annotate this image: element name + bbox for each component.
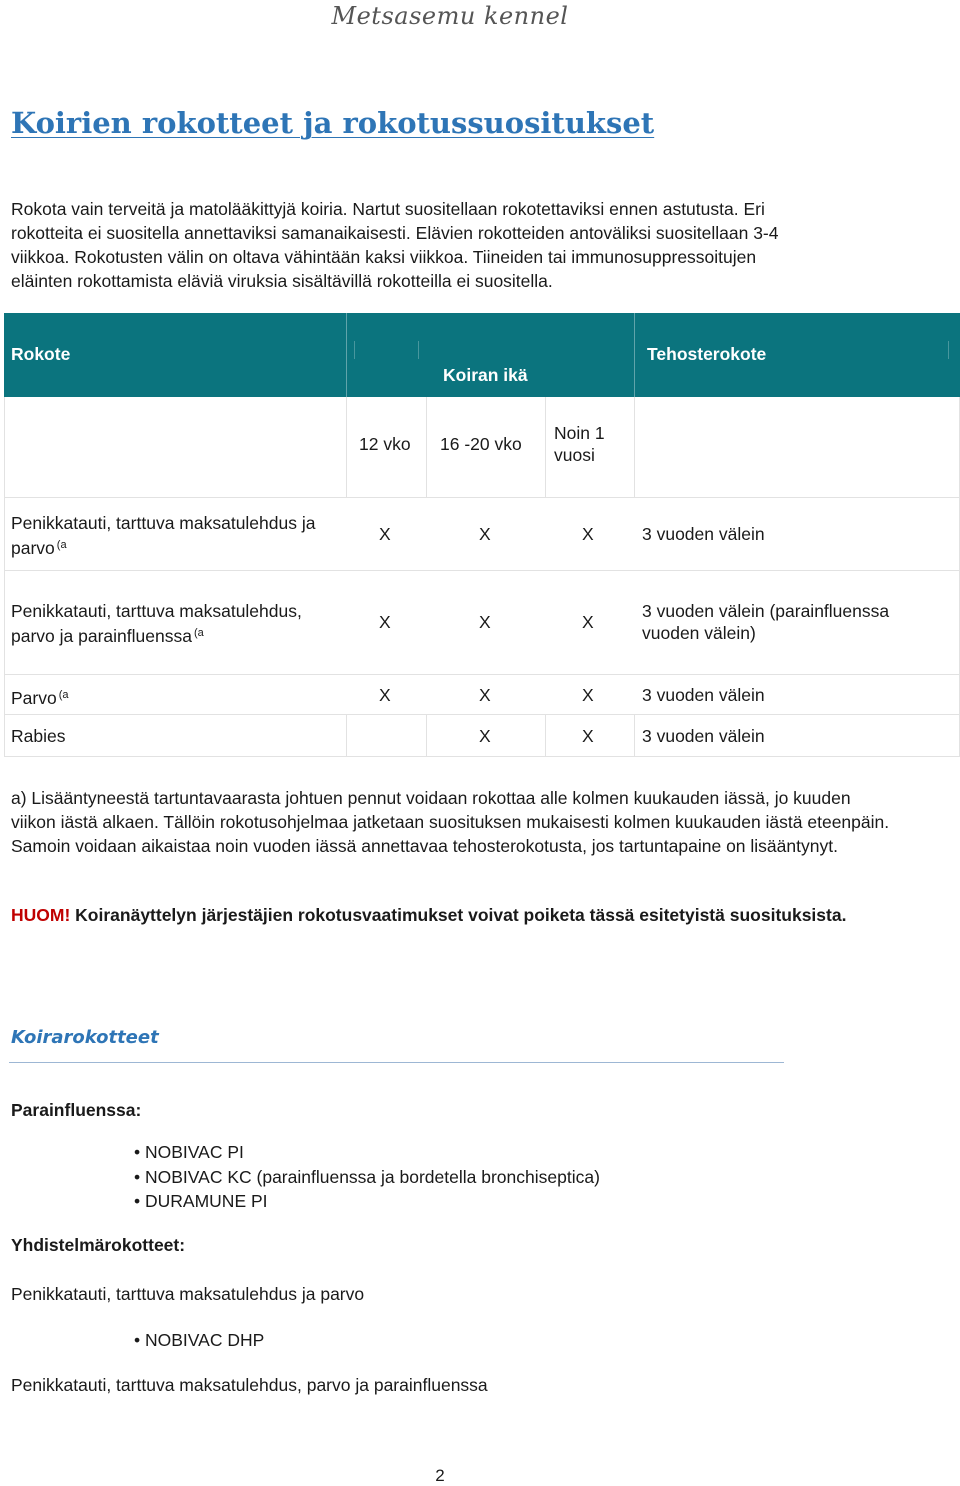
parainfluenza-list (134, 1140, 600, 1214)
row-booster: 3 vuoden välein (642, 685, 765, 705)
row-vaccine-name: Rabies (11, 726, 66, 746)
intro-line: rokotteita ei suositella annettaviksi samanaikaisesti. Elävien rokotteiden antoväliksi suositellaan 3-4 (11, 223, 779, 243)
row-1yr-mark: X (582, 685, 594, 705)
warning-prefix: HUOM! (11, 905, 71, 925)
table-row (4, 675, 960, 715)
row-12wk-mark: X (379, 524, 391, 544)
list-item: • NOBIVAC KC (parainfluenssa ja bordetella bronchiseptica) (134, 1165, 600, 1190)
intro-line: viikkoa. Rokotusten välin on oltava vähintään kaksi viikkoa. Tiineiden tai immunosuppressoitujen (11, 247, 757, 267)
row-1yr-mark: X (582, 726, 594, 746)
list-item: • NOBIVAC PI (134, 1140, 600, 1165)
section-title: Koirarokotteet (11, 1027, 159, 1048)
age-col-12wk: 12 vko (359, 434, 411, 454)
table-row (4, 715, 960, 757)
parainfluenza-label: Parainfluenssa: (11, 1100, 142, 1120)
intro-paragraph (11, 197, 871, 293)
age-col-1yr: Noin 1 vuosi (554, 423, 605, 465)
page-number: 2 (435, 1466, 445, 1485)
row-booster: 3 vuoden välein (parainfluenssa vuoden välein) (642, 601, 890, 643)
section-divider (9, 1062, 784, 1063)
page-title: Koirien rokotteet ja rokotussuositukset (11, 106, 655, 140)
row-1yr-mark: X (582, 612, 594, 632)
combo2-label: Penikkatauti, tarttuva maksatulehdus, parvo ja parainfluenssa (11, 1375, 488, 1395)
brand-logo-text: Metsasemu kennel (331, 2, 569, 30)
row-1yr-mark: X (582, 524, 594, 544)
intro-line: Rokota vain terveitä ja matolääkittyjä koiria. Nartut suositellaan rokotettaviksi ennen astutusta. Eri (11, 199, 765, 219)
row-vaccine-name: Penikkatauti, tarttuva maksatulehdus, parvo ja parainfluenssa $^{(a}$ (11, 601, 302, 646)
list-item: • DURAMUNE PI (134, 1189, 600, 1214)
row-vaccine-name: Parvo $^{(a}$ (11, 688, 69, 708)
table-row (4, 571, 960, 675)
row-16-20wk-mark: X (479, 524, 491, 544)
row-booster: 3 vuoden välein (642, 524, 765, 544)
row-16-20wk-mark: X (479, 612, 491, 632)
header-dog-age: Koiran ikä (443, 365, 528, 385)
row-booster: 3 vuoden välein (642, 726, 765, 746)
row-12wk-mark: X (379, 685, 391, 705)
footnote: a) Lisääntyneestä tartuntavaarasta johtuen pennut voidaan rokottaa alle kolmen kuukauden iässä, jo kuuden viikon iästä alkaen. Tällöin rokotusohjelmaa jatketaan suosituksen mukaisesti kolmen kuukauden iästä eteenpäin. Samoin voidaan aikaistaa noin vuoden iässä annettavaa tehosterokotusta, jos tartuntapaine on lisääntynyt. (11, 788, 890, 856)
age-subheader-row (4, 397, 960, 498)
header-booster: Tehosterokote (647, 344, 767, 364)
vaccine-table (4, 313, 960, 757)
table-header (4, 313, 960, 397)
table-row (4, 498, 960, 571)
combo1-list (134, 1328, 264, 1353)
list-item: • NOBIVAC DHP (134, 1328, 264, 1353)
row-12wk-mark: X (379, 612, 391, 632)
warning-text: Koiranäyttelyn järjestäjien rokotusvaatimukset voivat poiketa tässä esitetyistä suosituksista. (70, 905, 847, 925)
age-col-16-20wk: 16 -20 vko (440, 434, 522, 454)
warning-note (11, 903, 891, 927)
combo1-label: Penikkatauti, tarttuva maksatulehdus ja parvo (11, 1284, 365, 1304)
header-vaccine: Rokote (11, 344, 71, 364)
combo-label: Yhdistelmärokotteet: (11, 1235, 186, 1255)
row-16-20wk-mark: X (479, 726, 491, 746)
row-vaccine-name: Penikkatauti, tarttuva maksatulehdus ja parvo $^{(a}$ (11, 513, 316, 558)
intro-line: eläinten rokottamista eläviä viruksia sisältävillä rokotteilla ei suositella. (11, 271, 553, 291)
row-16-20wk-mark: X (479, 685, 491, 705)
